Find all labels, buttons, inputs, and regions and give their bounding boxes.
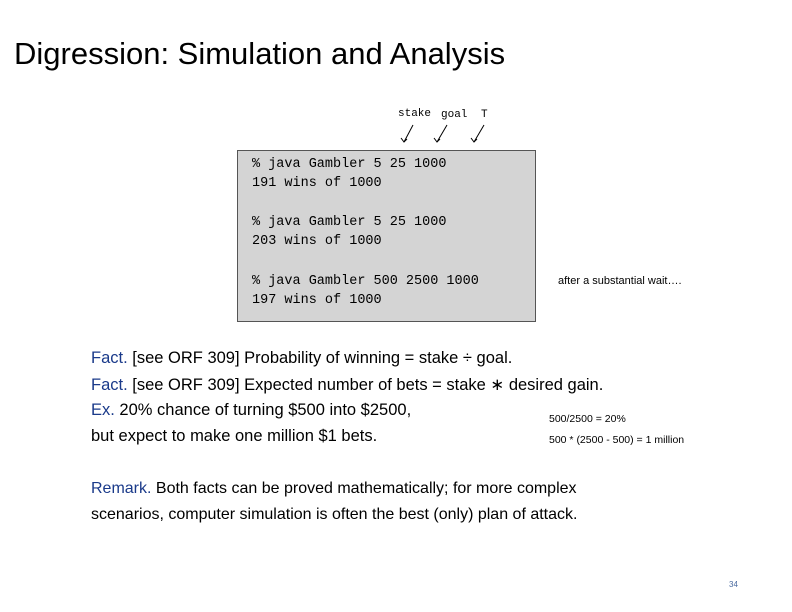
stake-arrowhead [401, 138, 407, 142]
example-label: Ex. [91, 401, 115, 419]
remark-line-1 [91, 480, 577, 498]
goal-arrow [437, 125, 447, 142]
fact-probability [91, 349, 512, 368]
example-text: 20% chance of turning $500 into $2500, [114, 401, 412, 419]
remark-line-2: scenarios, computer simulation is often the best (only) plan of attack. [91, 506, 578, 523]
remark-text: Both facts can be proved mathematically; for more complex [151, 480, 577, 497]
stake-annotation: stake [398, 108, 432, 120]
example-text: but expect to make one million $1 bets. [91, 427, 378, 445]
terminal-output [237, 150, 536, 322]
calc-expected-bets: 500 * (2500 - 500) = 1 million [549, 434, 685, 446]
command-line: % java Gambler 5 25 1000 [252, 157, 447, 172]
fact-label: Fact. [91, 376, 128, 394]
calc-probability: 500/2500 = 20% [549, 413, 626, 425]
example-continuation [91, 427, 377, 446]
fact-expected-bets [91, 375, 603, 395]
example-line [91, 401, 411, 420]
output-line: 197 wins of 1000 [252, 293, 382, 308]
command-line: % java Gambler 5 25 1000 [252, 215, 447, 230]
t-annotation: T [481, 109, 488, 121]
slide-title: Digression: Simulation and Analysis [14, 36, 506, 71]
goal-arrowhead [434, 138, 440, 142]
fact-label: Fact. [91, 349, 128, 367]
output-line: 191 wins of 1000 [252, 176, 382, 191]
remark-label: Remark. [91, 480, 152, 497]
command-line: % java Gambler 500 2500 1000 [252, 274, 479, 289]
t-arrow [474, 125, 484, 142]
fact-text: [see ORF 309] Probability of winning = stake ÷ goal. [127, 349, 513, 367]
output-line: 203 wins of 1000 [252, 234, 382, 249]
stake-arrow [404, 125, 413, 142]
goal-annotation: goal [441, 109, 468, 121]
fact-text: [see ORF 309] Expected number of bets = stake ∗ desired gain. [127, 376, 604, 394]
wait-note: after a substantial wait…. [558, 275, 682, 287]
t-arrowhead [471, 138, 477, 142]
page-number: 34 [729, 580, 738, 589]
